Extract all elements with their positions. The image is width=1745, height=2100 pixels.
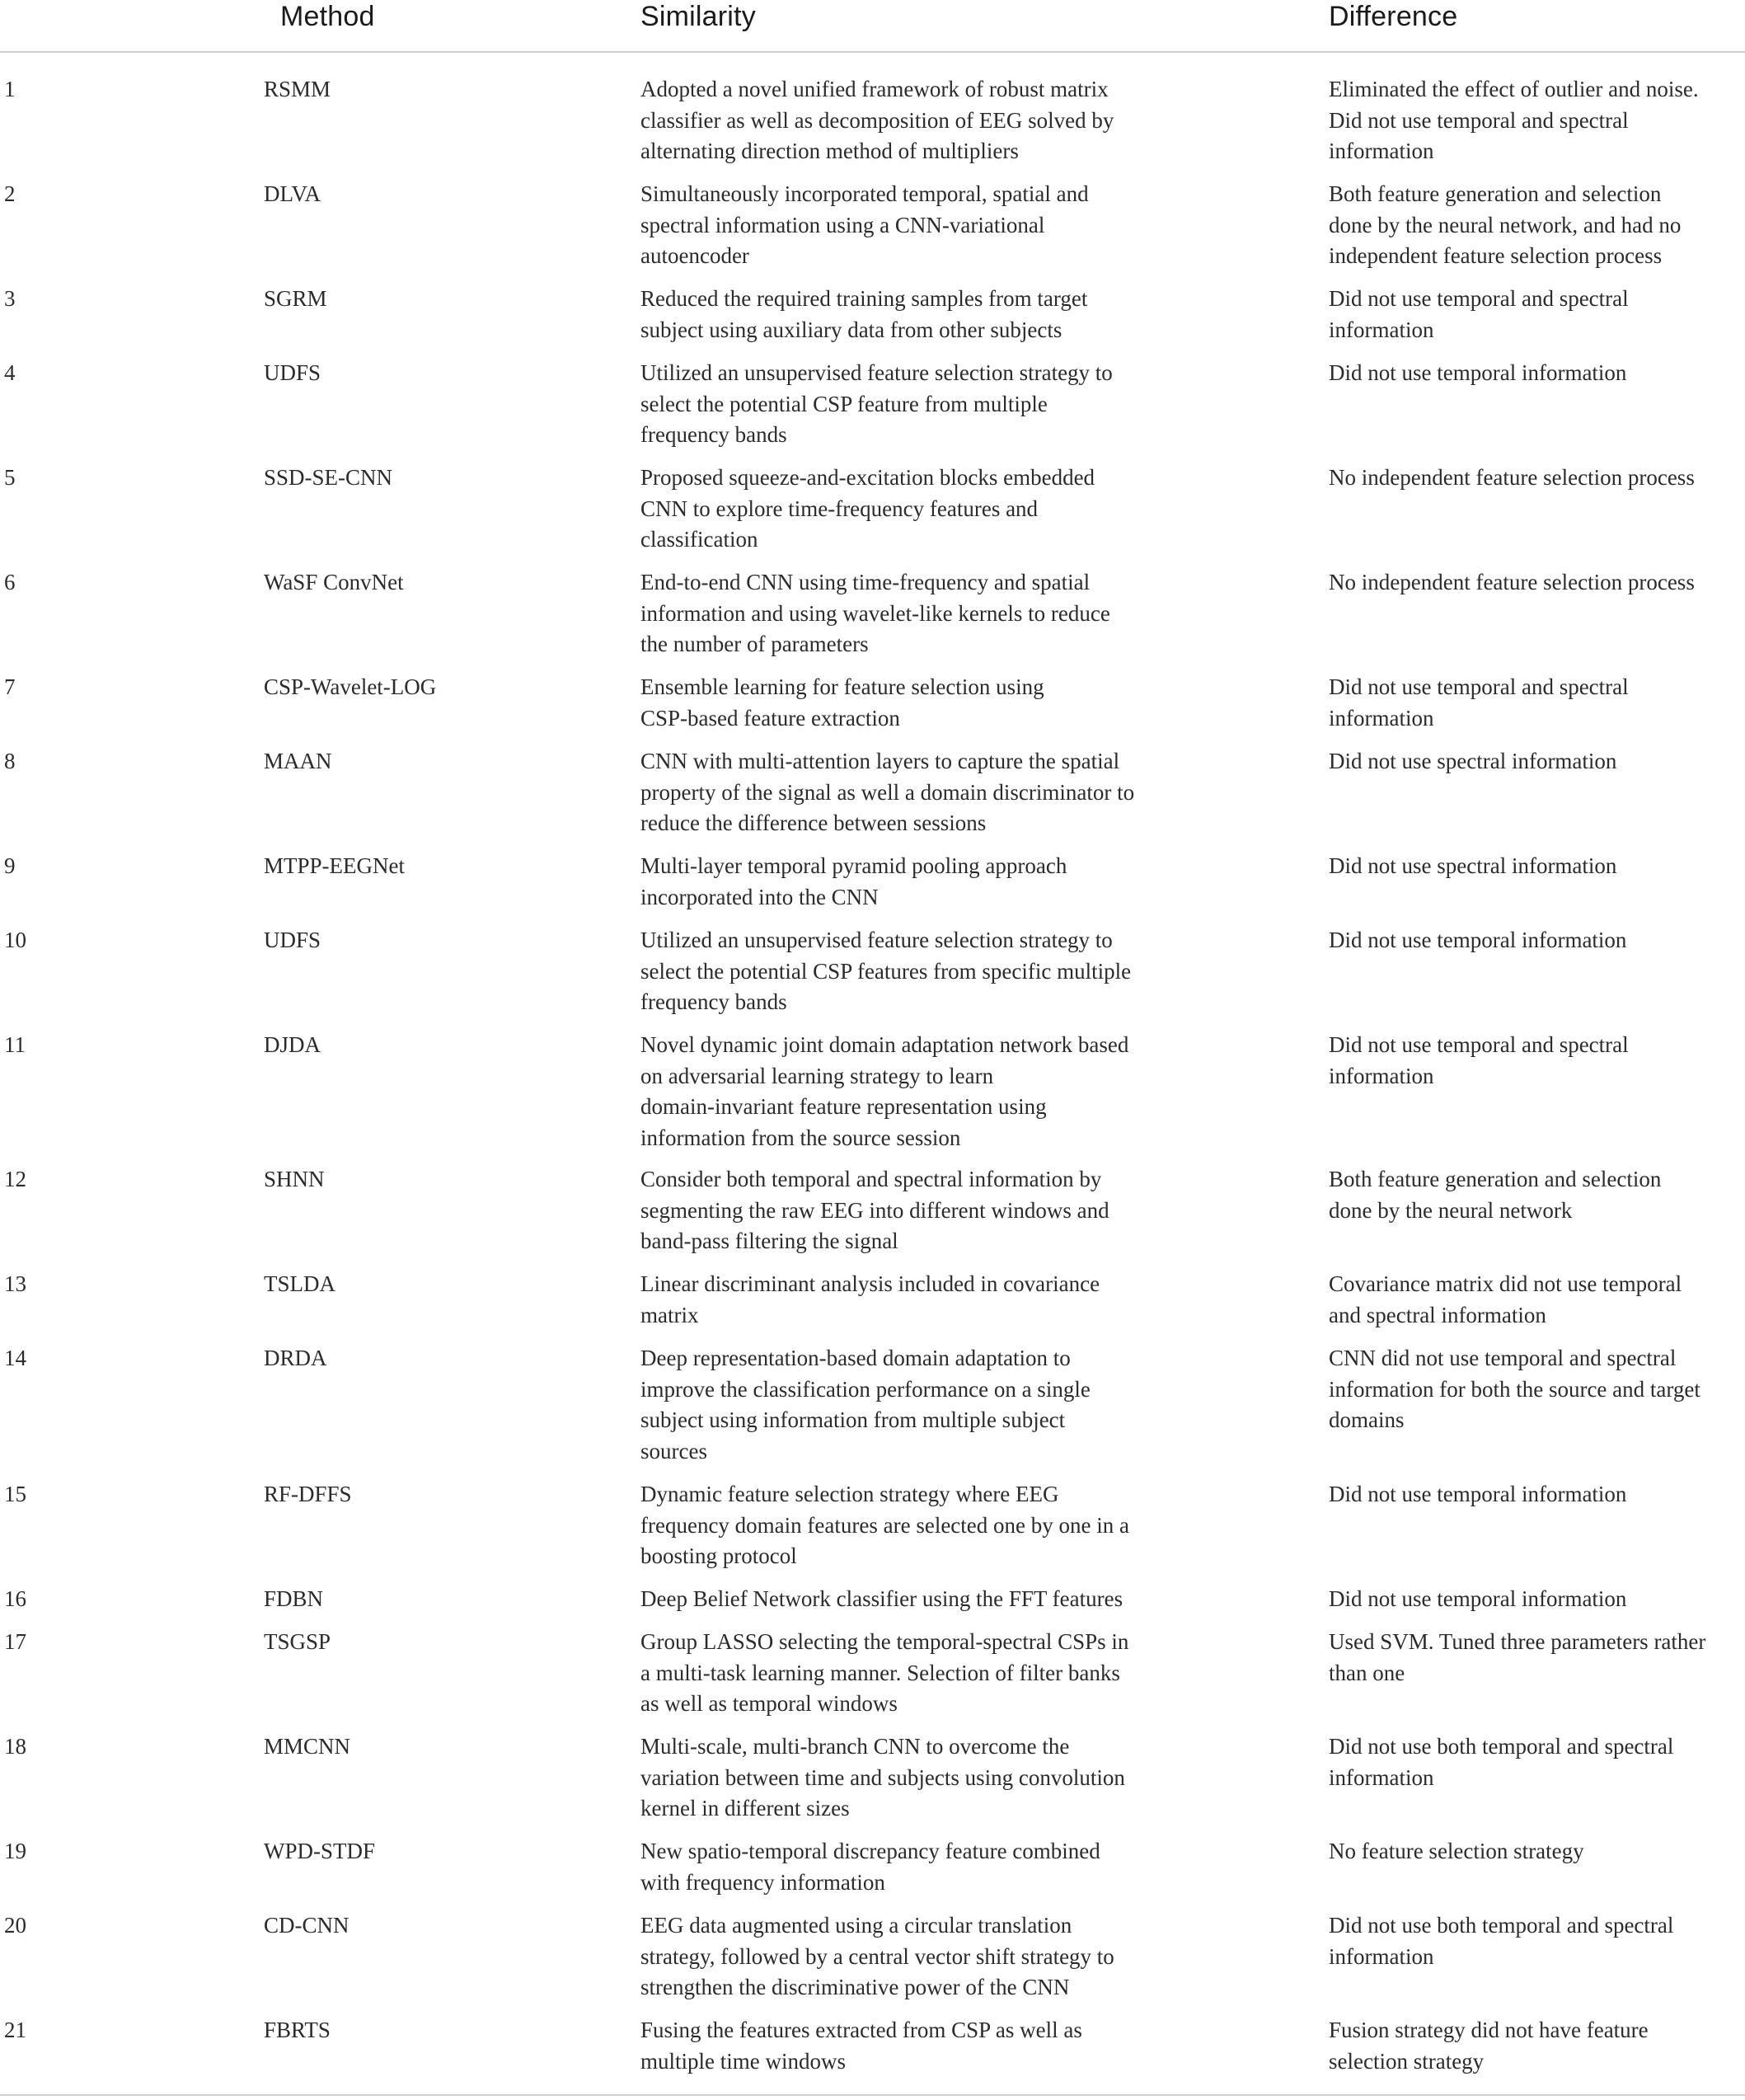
similarity-line: Multi-scale, multi-branch CNN to overcome the: [640, 1734, 1070, 1759]
difference-line: information: [1329, 139, 1434, 163]
row-number: 16: [4, 1586, 26, 1611]
row-number: 4: [4, 360, 16, 385]
difference-line: done by the neural network: [1329, 1197, 1573, 1223]
method-name: TSLDA: [264, 1271, 335, 1296]
similarity-line: matrix: [640, 1302, 699, 1327]
method-name: DLVA: [264, 181, 321, 206]
row-number: 13: [4, 1271, 26, 1296]
difference-line: information: [1329, 1943, 1434, 1969]
similarity-line: Deep representation-based domain adaptation to: [640, 1346, 1071, 1370]
difference-line: and spectral information: [1329, 1302, 1546, 1327]
similarity-line: subject using auxiliary data from other subjects: [640, 317, 1062, 342]
similarity-line: strengthen the discriminative power of the CNN: [640, 1975, 1070, 1999]
similarity-line: subject using information from multiple subject: [640, 1407, 1066, 1432]
difference-line: Did not use spectral information: [1329, 853, 1617, 878]
header-method: Method: [280, 1, 375, 32]
difference-line: No independent feature selection process: [1329, 465, 1695, 490]
difference-line: Eliminated the effect of outlier and noise.: [1329, 77, 1699, 101]
difference-line: Did not use temporal and spectral: [1329, 1032, 1629, 1057]
similarity-line: EEG data augmented using a circular translation: [640, 1913, 1072, 1938]
method-name: UDFS: [264, 928, 321, 952]
similarity-line: with frequency information: [640, 1869, 885, 1895]
similarity-line: CNN to explore time-frequency features and: [640, 496, 1039, 521]
row-number: 10: [4, 928, 26, 952]
difference-line: domains: [1329, 1407, 1405, 1432]
row-number: 14: [4, 1346, 26, 1370]
similarity-line: sources: [640, 1438, 707, 1463]
row-number: 12: [4, 1167, 26, 1191]
difference-line: Did not use both temporal and spectral: [1329, 1913, 1674, 1938]
similarity-line: Reduced the required training samples from target: [640, 286, 1088, 311]
similarity-line: End-to-end CNN using time-frequency and spatial: [640, 570, 1091, 594]
similarity-line: Consider both temporal and spectral information by: [640, 1167, 1102, 1191]
similarity-line: Simultaneously incorporated temporal, spatial and: [640, 181, 1089, 206]
method-name: UDFS: [264, 360, 321, 385]
similarity-line: frequency domain features are selected one by one in a: [640, 1512, 1129, 1538]
row-number: 8: [4, 749, 16, 773]
method-name: SGRM: [264, 286, 327, 311]
difference-line: done by the neural network, and had no: [1329, 212, 1682, 237]
similarity-line: multiple time windows: [640, 2048, 846, 2074]
similarity-line: Ensemble learning for feature selection using: [640, 674, 1044, 699]
difference-line: information: [1329, 1063, 1434, 1088]
difference-line: than one: [1329, 1660, 1405, 1685]
header-rule: [0, 51, 1745, 53]
method-name: MAAN: [264, 749, 332, 773]
difference-line: independent feature selection process: [1329, 243, 1663, 268]
similarity-line: Linear discriminant analysis included in covariance: [640, 1271, 1100, 1296]
row-number: 15: [4, 1482, 26, 1506]
difference-line: Used SVM. Tuned three parameters rather: [1329, 1629, 1706, 1654]
similarity-line: reduce the difference between sessions: [640, 810, 987, 835]
similarity-line: Dynamic feature selection strategy where EEG: [640, 1482, 1059, 1506]
similarity-line: the number of parameters: [640, 632, 869, 656]
similarity-line: Utilized an unsupervised feature selection strategy to: [640, 928, 1113, 952]
row-number: 20: [4, 1913, 26, 1938]
difference-line: Fusion strategy did not have feature: [1329, 2018, 1649, 2042]
difference-line: Both feature generation and selection: [1329, 181, 1662, 206]
similarity-line: information from the source session: [640, 1125, 961, 1150]
similarity-line: Deep Belief Network classifier using the FFT features: [640, 1586, 1123, 1611]
similarity-line: improve the classification performance on a single: [640, 1376, 1091, 1402]
difference-line: information: [1329, 317, 1434, 342]
row-number: 1: [4, 77, 16, 101]
similarity-line: alternating direction method of multipliers: [640, 139, 1019, 163]
header-similarity: Similarity: [640, 1, 756, 32]
method-name: SHNN: [264, 1167, 325, 1191]
similarity-line: a multi-task learning manner. Selection of filter banks: [640, 1660, 1120, 1685]
difference-line: Did not use temporal information: [1329, 928, 1627, 952]
method-name: SSD-SE-CNN: [264, 465, 393, 490]
difference-line: information: [1329, 1764, 1434, 1790]
similarity-line: variation between time and subjects using convolution: [640, 1764, 1125, 1790]
difference-line: Did not use temporal information: [1329, 1586, 1627, 1611]
row-number: 19: [4, 1839, 26, 1863]
similarity-line: boosting protocol: [640, 1543, 797, 1568]
similarity-line: band-pass filtering the signal: [640, 1229, 898, 1253]
similarity-line: Fusing the features extracted from CSP as well as: [640, 2018, 1082, 2042]
method-name: FDBN: [264, 1586, 324, 1611]
similarity-line: Adopted a novel unified framework of robust matrix: [640, 77, 1109, 101]
row-number: 6: [4, 570, 16, 594]
difference-line: No independent feature selection process: [1329, 570, 1695, 594]
method-name: FBRTS: [264, 2018, 331, 2042]
difference-line: No feature selection strategy: [1329, 1839, 1584, 1863]
similarity-line: select the potential CSP features from specific multiple: [640, 958, 1132, 984]
similarity-line: select the potential CSP feature from multiple: [640, 391, 1048, 416]
difference-line: Both feature generation and selection: [1329, 1167, 1662, 1191]
difference-line: Did not use temporal information: [1329, 360, 1627, 385]
row-number: 21: [4, 2018, 26, 2042]
difference-line: Did not use temporal and spectral: [1329, 286, 1629, 311]
row-number: 2: [4, 181, 16, 206]
similarity-line: CNN with multi-attention layers to capture the spatial: [640, 749, 1120, 773]
difference-line: information for both the source and target: [1329, 1376, 1700, 1402]
similarity-line: autoencoder: [640, 243, 749, 268]
method-name: TSGSP: [264, 1629, 331, 1654]
similarity-line: spectral information using a CNN-variational: [640, 212, 1045, 237]
similarity-line: Multi-layer temporal pyramid pooling approach: [640, 853, 1067, 878]
difference-line: CNN did not use temporal and spectral: [1329, 1346, 1677, 1370]
similarity-line: classification: [640, 527, 758, 552]
row-number: 9: [4, 853, 16, 878]
similarity-line: Utilized an unsupervised feature selection strategy to: [640, 360, 1113, 385]
method-name: CD-CNN: [264, 1913, 349, 1938]
method-name: DRDA: [264, 1346, 327, 1370]
similarity-line: New spatio-temporal discrepancy feature combined: [640, 1839, 1100, 1863]
method-name: CSP-Wavelet-LOG: [264, 674, 437, 699]
difference-line: Did not use spectral information: [1329, 749, 1617, 773]
method-name: RF-DFFS: [264, 1482, 352, 1506]
difference-line: selection strategy: [1329, 2048, 1485, 2074]
similarity-line: frequency bands: [640, 422, 787, 447]
header-difference: Difference: [1329, 1, 1458, 32]
similarity-line: segmenting the raw EEG into different windows and: [640, 1197, 1109, 1223]
similarity-line: on adversarial learning strategy to learn: [640, 1063, 994, 1088]
similarity-line: frequency bands: [640, 989, 787, 1014]
row-number: 18: [4, 1734, 26, 1759]
row-number: 17: [4, 1629, 26, 1654]
similarity-line: CSP-based feature extraction: [640, 705, 900, 731]
difference-line: information: [1329, 705, 1434, 731]
method-name: WaSF ConvNet: [264, 570, 404, 594]
method-name: RSMM: [264, 77, 331, 101]
difference-line: Covariance matrix did not use temporal: [1329, 1271, 1682, 1296]
difference-line: Did not use temporal and spectral: [1329, 674, 1629, 699]
similarity-line: domain-invariant feature representation using: [640, 1094, 1047, 1119]
difference-line: Did not use both temporal and spectral: [1329, 1734, 1674, 1759]
method-name: DJDA: [264, 1032, 321, 1057]
similarity-line: information and using wavelet-like kernels to reduce: [640, 600, 1110, 626]
method-name: MTPP-EEGNet: [264, 853, 405, 878]
method-name: MMCNN: [264, 1734, 351, 1759]
similarity-line: strategy, followed by a central vector shift strategy to: [640, 1943, 1114, 1969]
row-number: 11: [4, 1032, 26, 1057]
similarity-line: Proposed squeeze-and-excitation blocks embedded: [640, 465, 1095, 490]
bottom-rule: [0, 2094, 1745, 2096]
similarity-line: Group LASSO selecting the temporal-spectral CSPs in: [640, 1629, 1129, 1654]
row-number: 3: [4, 286, 16, 311]
similarity-line: property of the signal as well a domain discriminator to: [640, 779, 1135, 805]
difference-line: Did not use temporal and spectral: [1329, 107, 1629, 133]
row-number: 7: [4, 674, 16, 699]
method-name: WPD-STDF: [264, 1839, 376, 1863]
row-number: 5: [4, 465, 16, 490]
similarity-line: Novel dynamic joint domain adaptation network based: [640, 1032, 1129, 1057]
similarity-line: as well as temporal windows: [640, 1691, 898, 1716]
similarity-line: classifier as well as decomposition of EEG solved by: [640, 107, 1114, 133]
similarity-line: incorporated into the CNN: [640, 884, 879, 909]
similarity-line: kernel in different sizes: [640, 1796, 850, 1820]
difference-line: Did not use temporal information: [1329, 1482, 1627, 1506]
